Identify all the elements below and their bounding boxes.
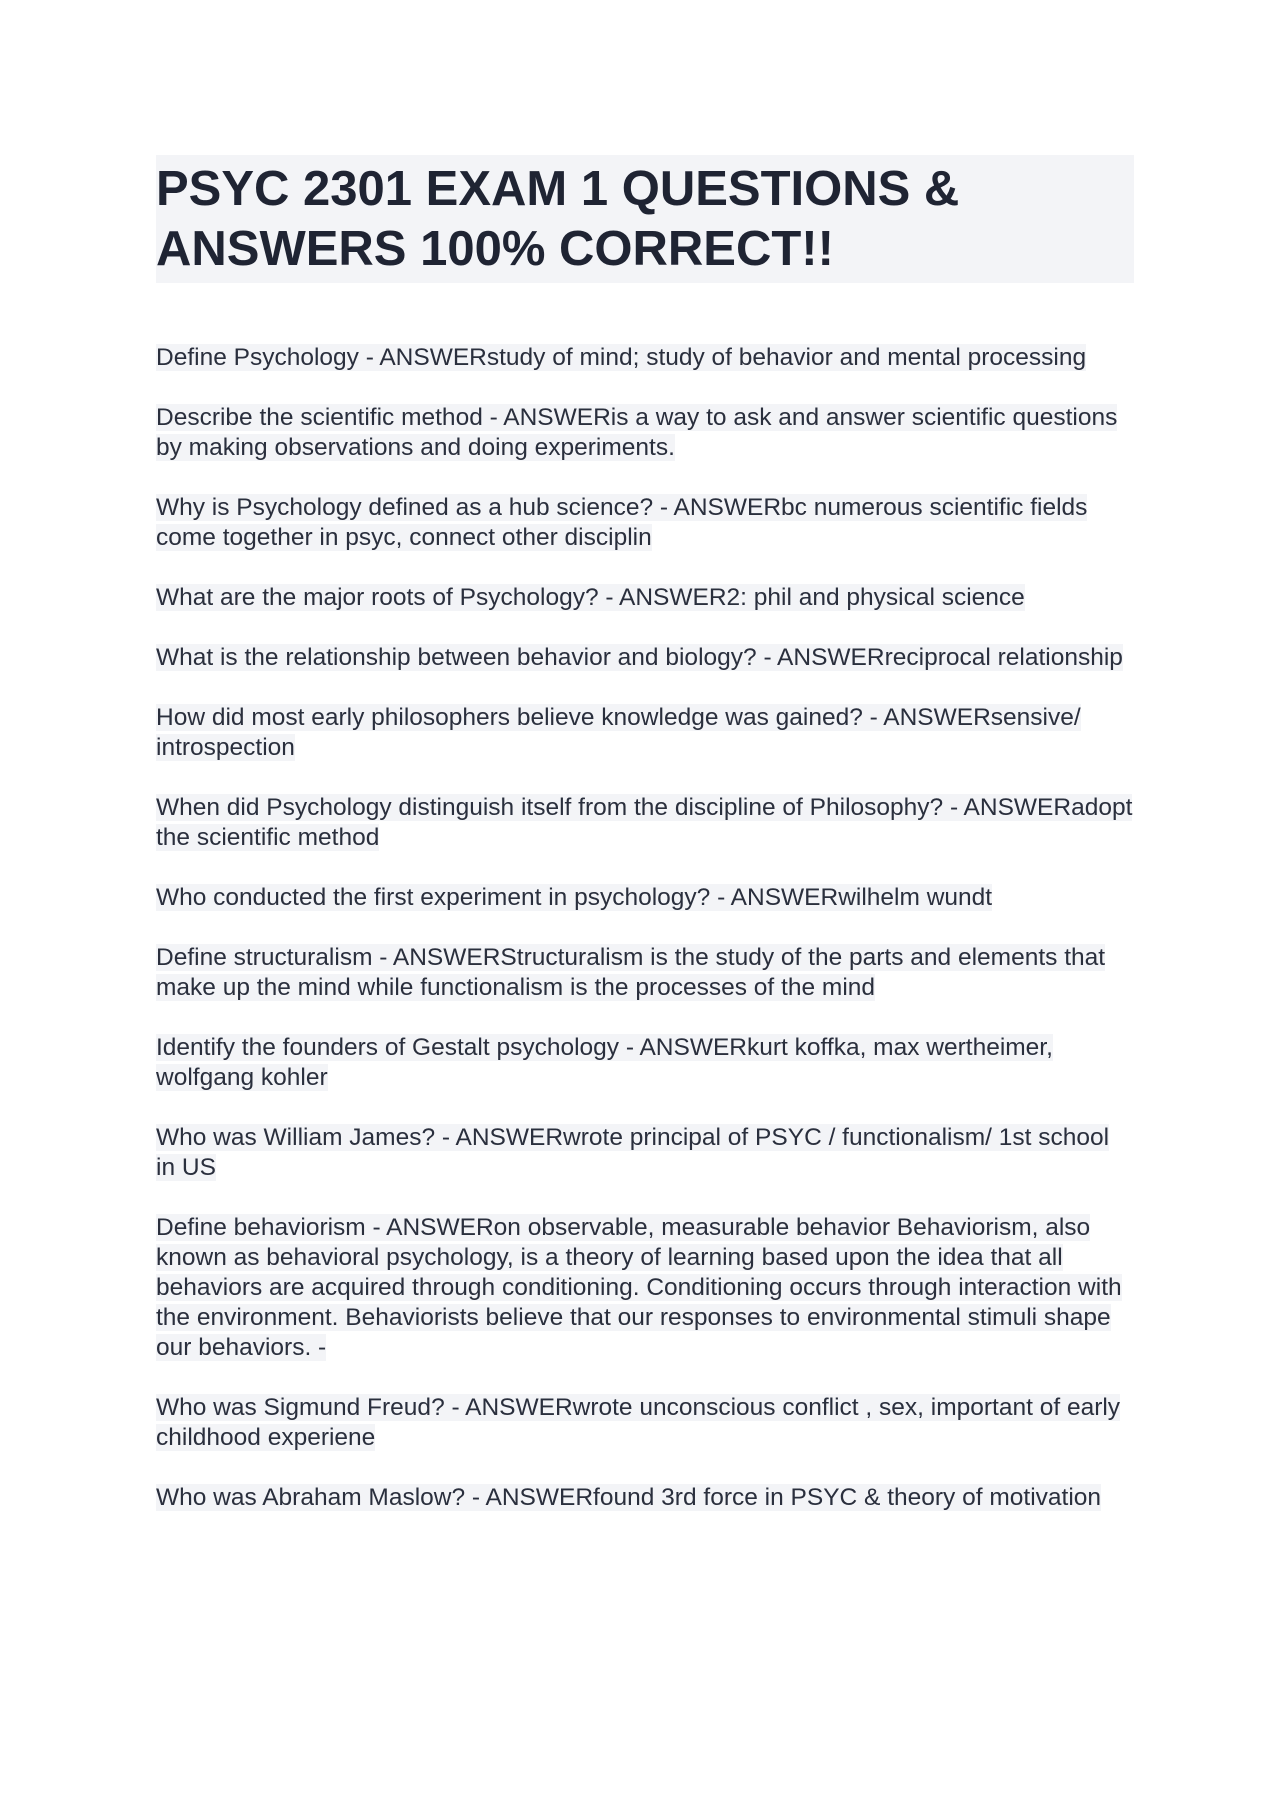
qa-text: Define behaviorism - ANSWERon observable, measurable behavior Behaviorism, also known as behavioral psychology, is a theory of learning based upon the idea that all behaviors are acquired through conditioning. Conditioning occurs through interaction with the environment. Behaviorists believe that our responses to environmental stimuli shape our behaviors. - (156, 1214, 1122, 1361)
title-block (156, 155, 1134, 283)
qa-item (156, 793, 1134, 853)
qa-list (156, 343, 1134, 1513)
qa-item (156, 643, 1134, 673)
qa-text: Why is Psychology defined as a hub science? - ANSWERbc numerous scientific fields come together in psyc, connect other disciplin (156, 494, 1088, 551)
qa-item (156, 343, 1134, 373)
qa-text: Define Psychology - ANSWERstudy of mind; study of behavior and mental processing (156, 344, 1087, 371)
qa-item (156, 583, 1134, 613)
page-title: PSYC 2301 EXAM 1 QUESTIONS & ANSWERS 100% CORRECT!! (156, 162, 960, 276)
qa-text: What is the relationship between behavior and biology? - ANSWERreciprocal relationship (156, 644, 1123, 671)
qa-item (156, 703, 1134, 763)
document-page (156, 155, 1134, 1543)
qa-item (156, 1033, 1134, 1093)
qa-text: How did most early philosophers believe knowledge was gained? - ANSWERsensive/ introspection (156, 704, 1081, 761)
qa-item (156, 403, 1134, 463)
qa-text: What are the major roots of Psychology? - ANSWER2: phil and physical science (156, 584, 1025, 611)
qa-text: Who was William James? - ANSWERwrote principal of PSYC / functionalism/ 1st school in US (156, 1124, 1110, 1181)
qa-text: Who was Abraham Maslow? - ANSWERfound 3rd force in PSYC & theory of motivation (156, 1484, 1102, 1511)
qa-text: Describe the scientific method - ANSWERis a way to ask and answer scientific questions by making observations and doing experiments. (156, 404, 1118, 461)
qa-text: When did Psychology distinguish itself from the discipline of Philosophy? - ANSWERadopt the scientific method (156, 794, 1133, 851)
qa-item (156, 1213, 1134, 1363)
qa-item (156, 1393, 1134, 1453)
qa-text: Define structuralism - ANSWERStructuralism is the study of the parts and elements that make up the mind while functionalism is the processes of the mind (156, 944, 1106, 1001)
qa-text: Identify the founders of Gestalt psychology - ANSWERkurt koffka, max wertheimer, wolfgang kohler (156, 1034, 1053, 1091)
qa-item (156, 883, 1134, 913)
qa-item (156, 1123, 1134, 1183)
qa-item (156, 943, 1134, 1003)
qa-item (156, 1483, 1134, 1513)
qa-item (156, 493, 1134, 553)
qa-text: Who conducted the first experiment in psychology? - ANSWERwilhelm wundt (156, 884, 993, 911)
qa-text: Who was Sigmund Freud? - ANSWERwrote unconscious conflict , sex, important of early childhood experiene (156, 1394, 1121, 1451)
